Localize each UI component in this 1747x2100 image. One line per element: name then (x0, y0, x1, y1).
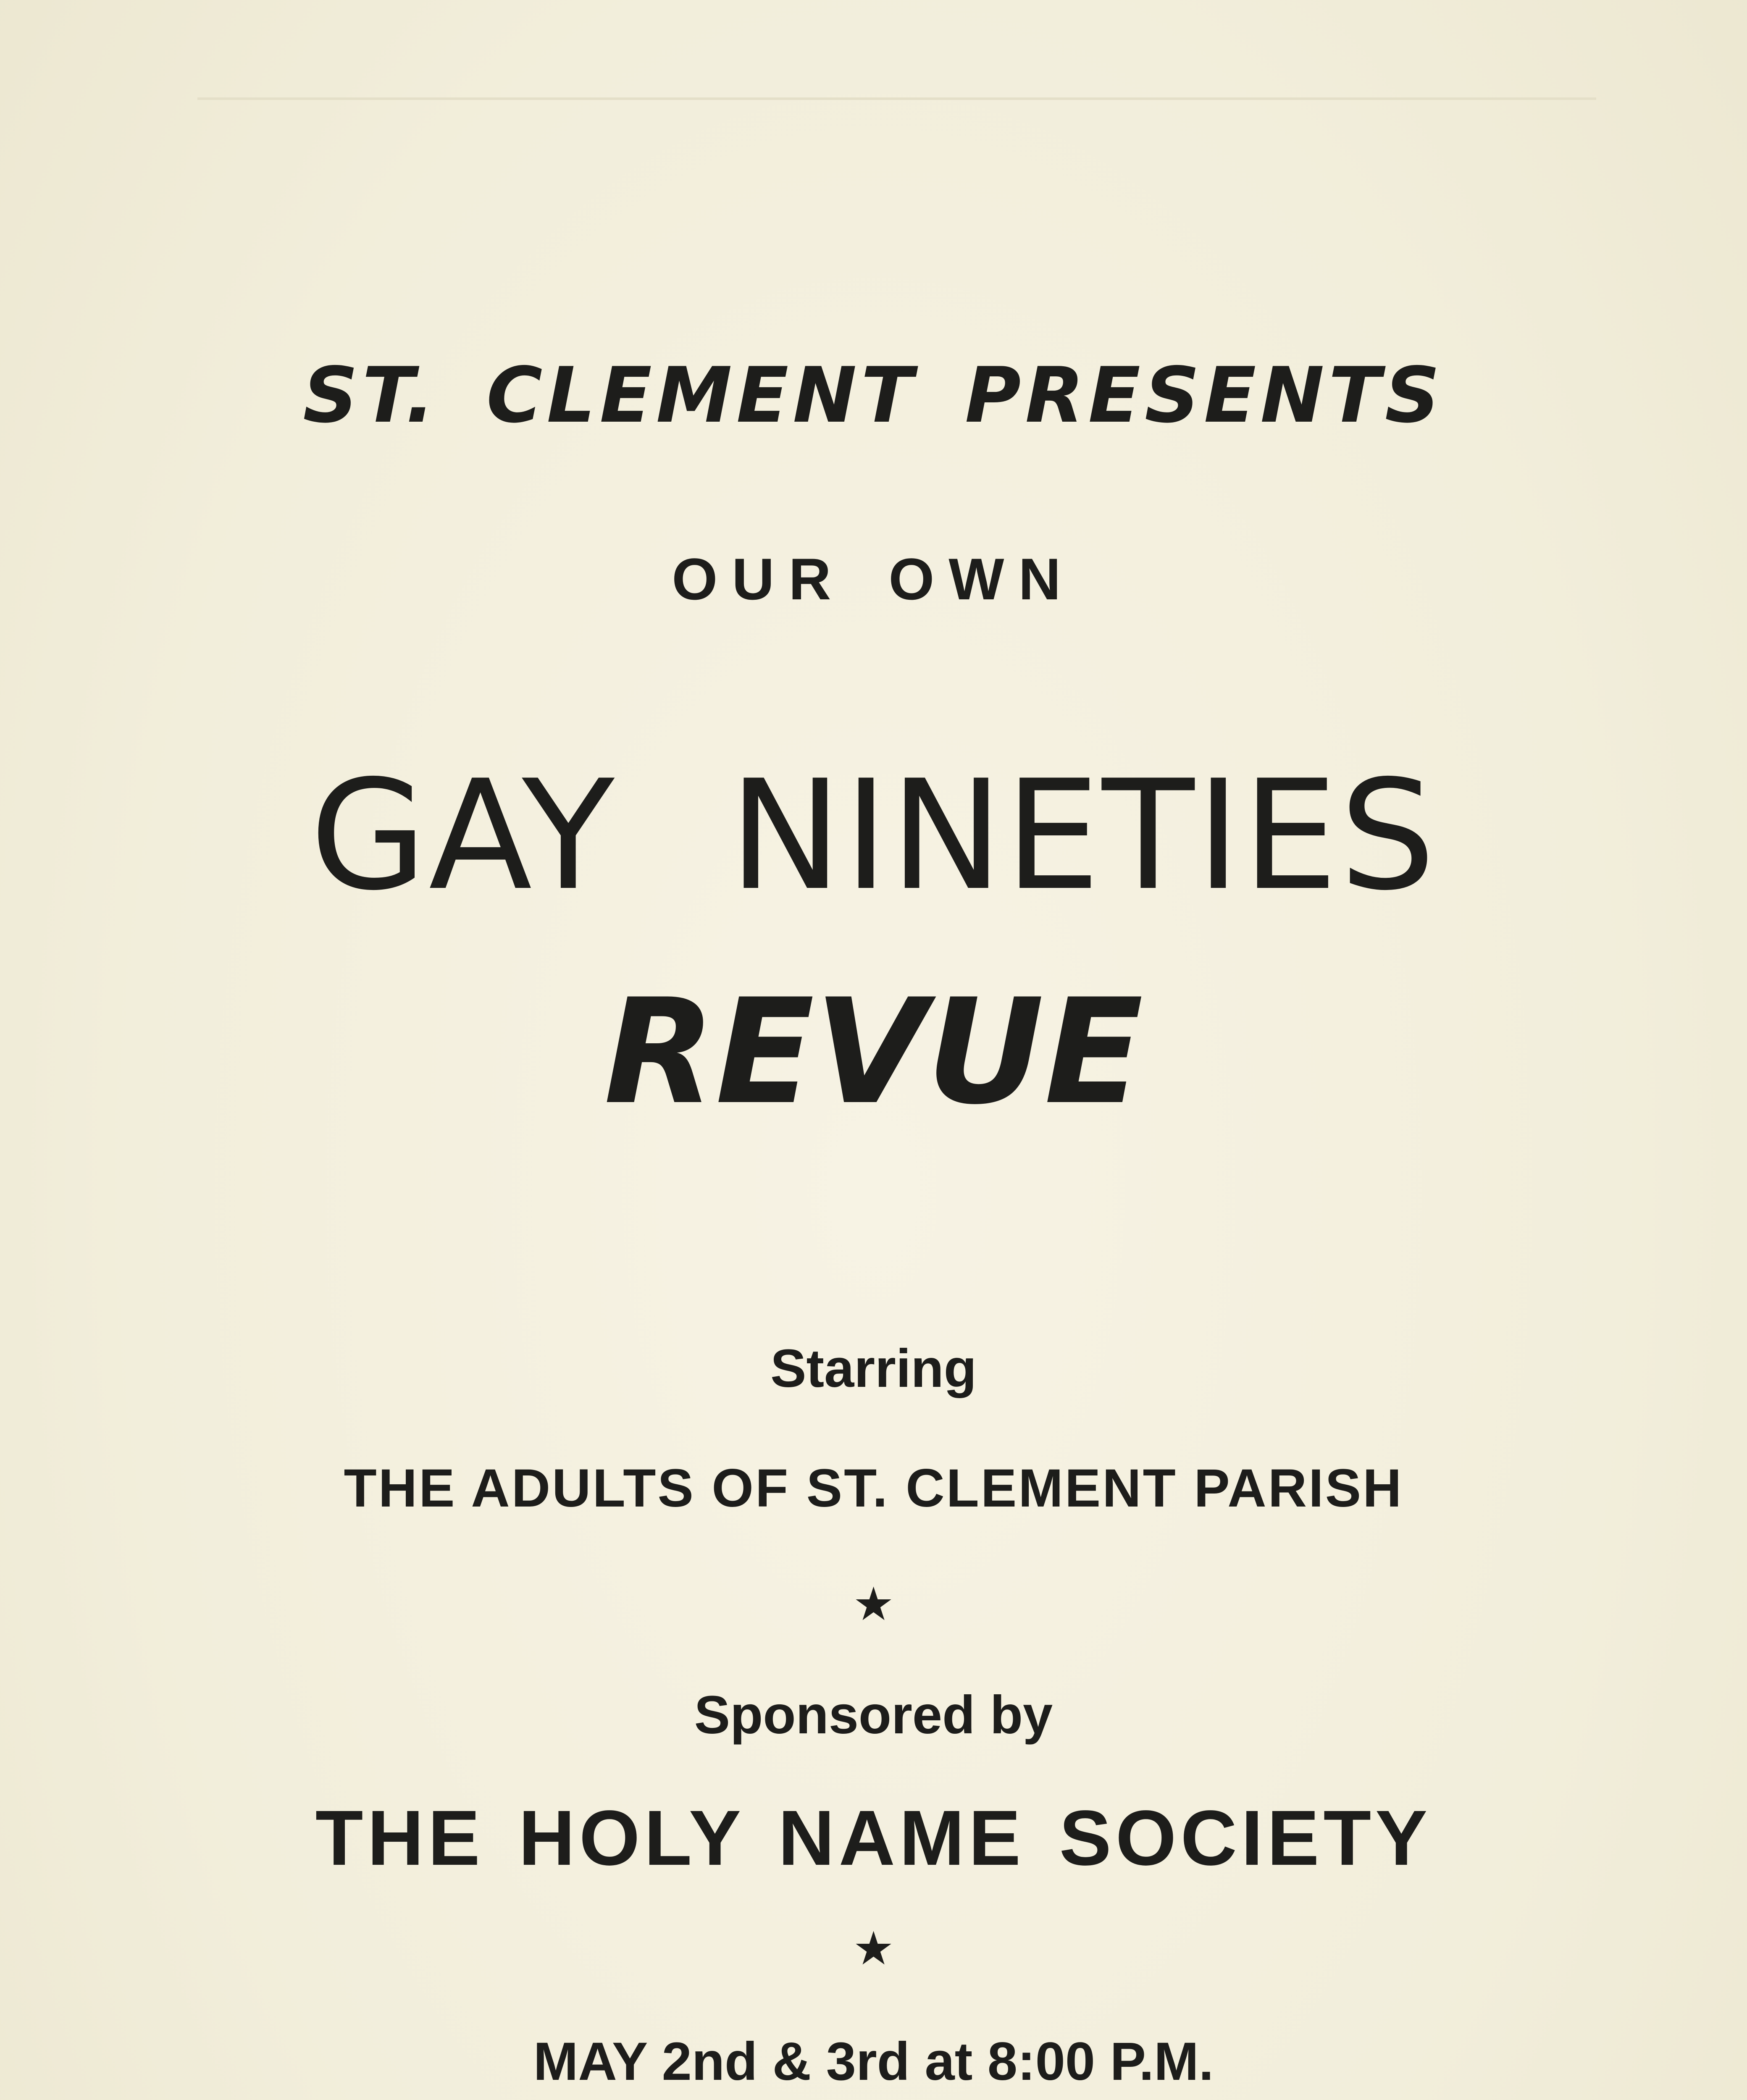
top-rule (197, 97, 1596, 100)
sponsor-name: THE HOLY NAME SOCIETY (315, 1795, 1432, 1882)
our-own-line: OUR OWN (672, 546, 1075, 612)
star-icon: ★ (853, 1922, 894, 1975)
presenter-line: ST. CLEMENT PRESENTS (303, 351, 1444, 440)
sponsored-label: Sponsored by (694, 1685, 1053, 1745)
title-line-1: GAY NINETIES (310, 748, 1437, 924)
star-icon: ★ (853, 1577, 894, 1631)
starring-label: Starring (770, 1339, 977, 1399)
title-line-2: REVUE (604, 968, 1143, 1137)
performance-dates: MAY 2nd & 3rd at 8:00 P.M. (533, 2032, 1214, 2092)
cast-line: THE ADULTS OF ST. CLEMENT PARISH (344, 1458, 1403, 1518)
